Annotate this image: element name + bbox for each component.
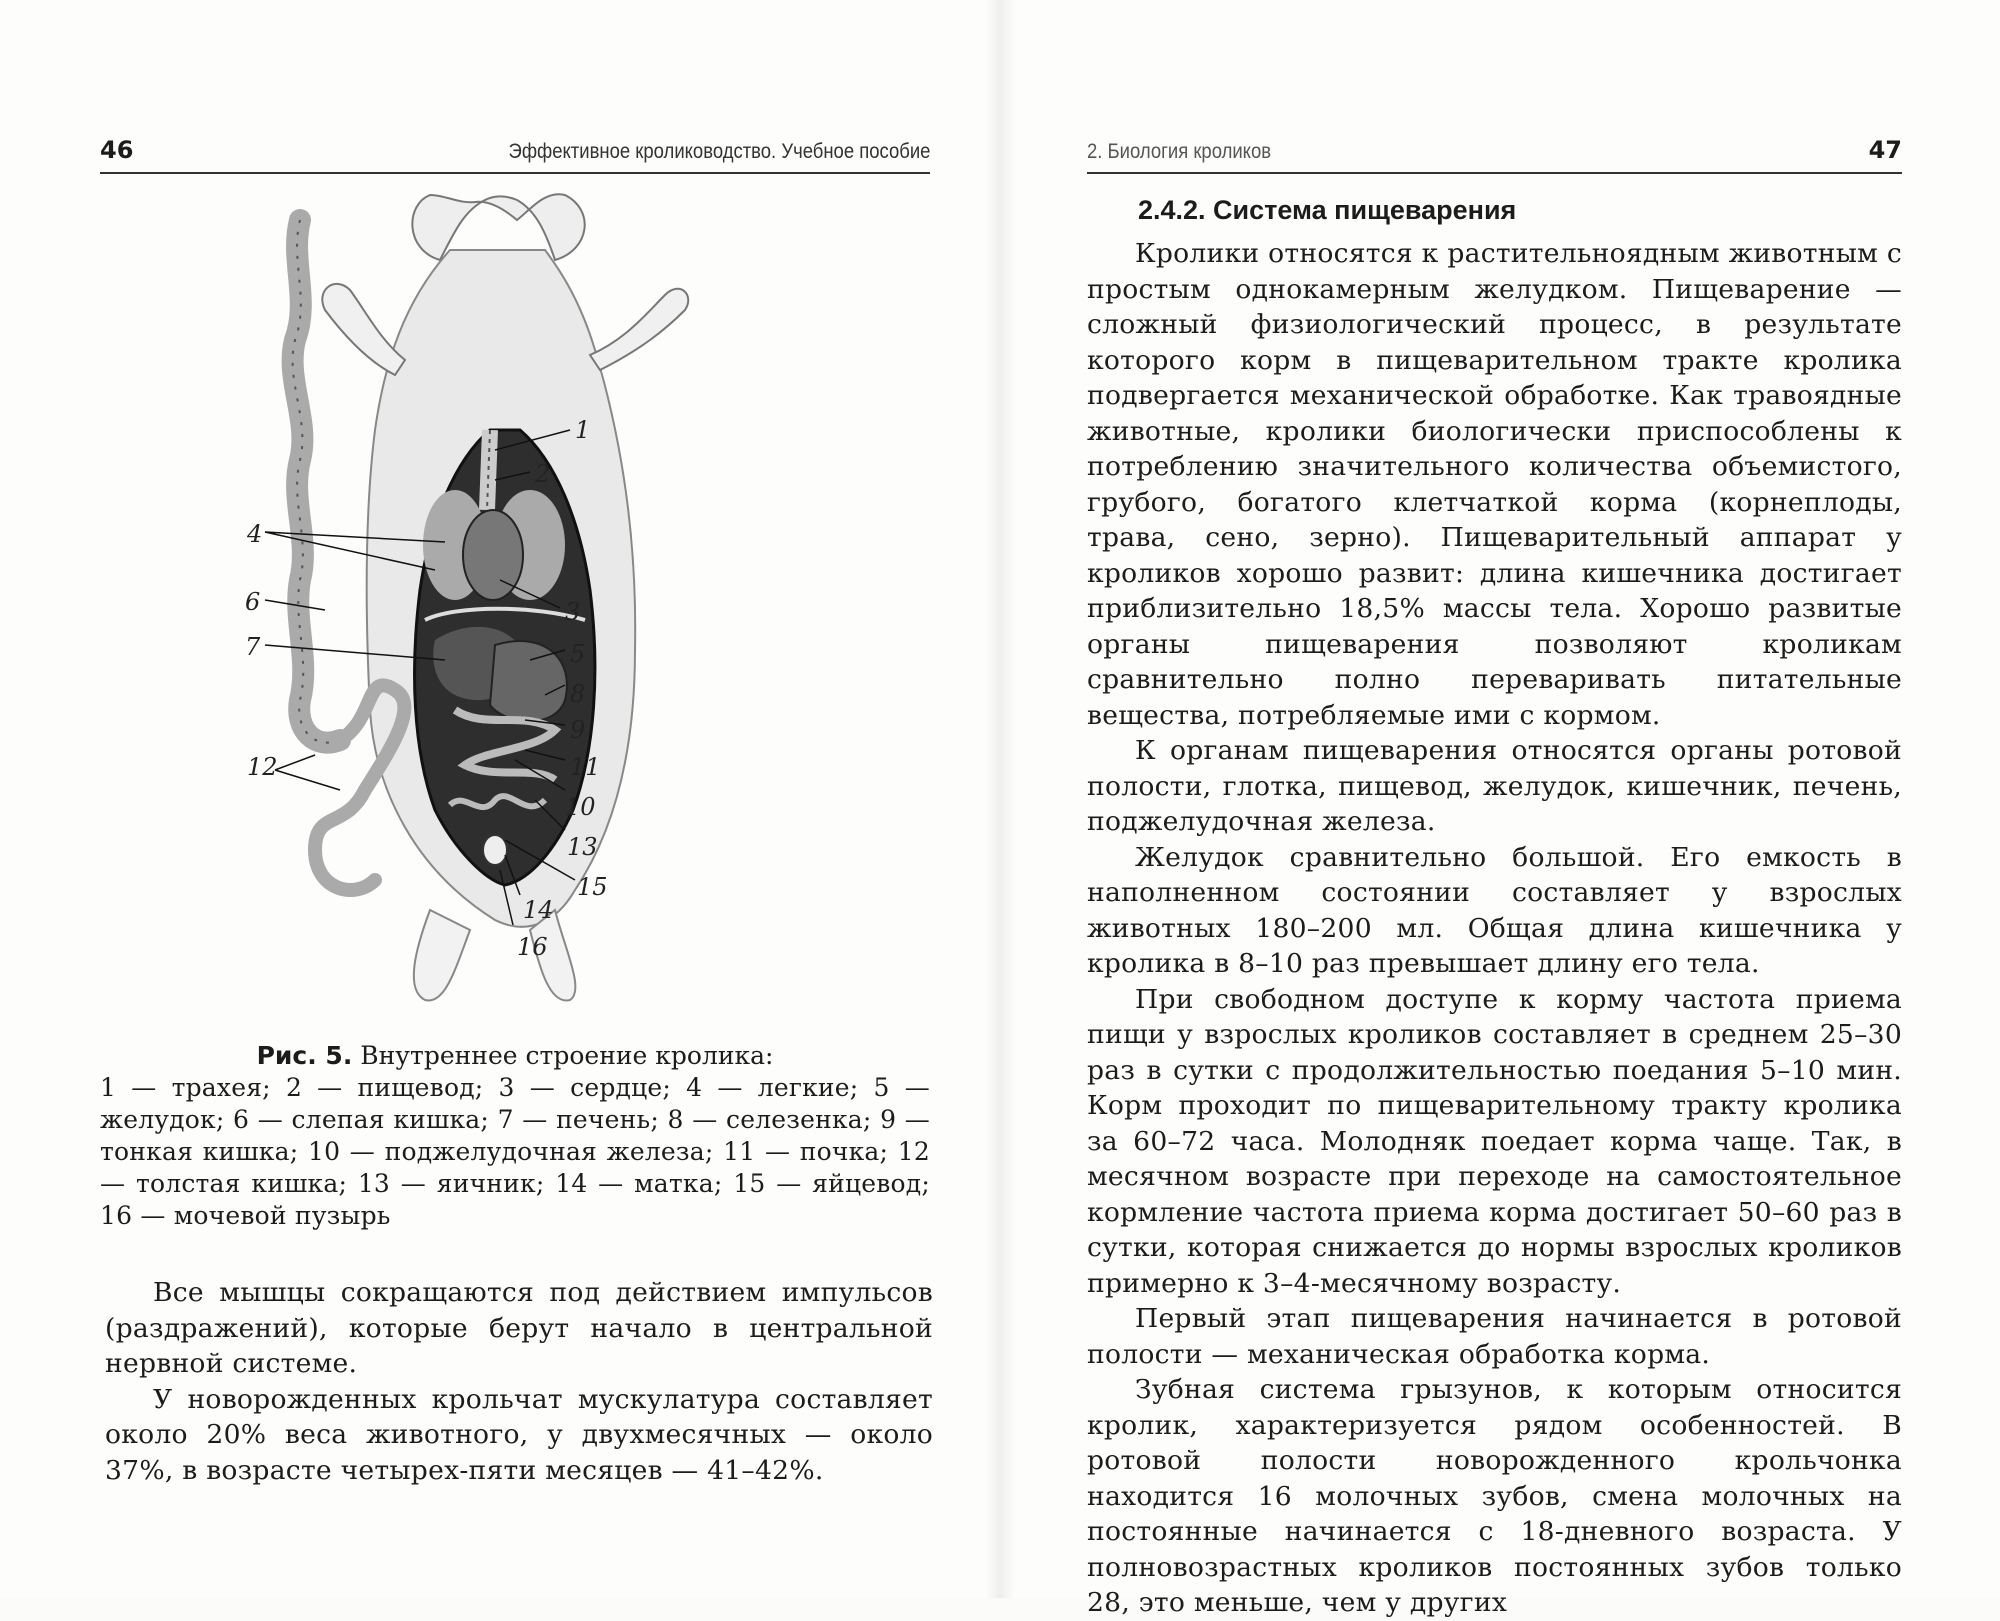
figure-label-6: 6 bbox=[245, 588, 261, 616]
caption-prefix: Рис. 5. bbox=[256, 1041, 353, 1070]
book-gutter bbox=[985, 0, 1015, 1598]
left-running-title: Эффективное кролиководство. Учебное пособие bbox=[508, 140, 930, 163]
figure-caption bbox=[100, 1040, 930, 1232]
caption-title-text: Внутреннее строение кролика: bbox=[352, 1041, 774, 1070]
figure-label-13: 13 bbox=[567, 833, 598, 861]
figure-label-9: 9 bbox=[570, 716, 586, 744]
paragraph: При свободном доступе к корму частота приема пищи у взрослых кроликов составляет в среднем 25–30 раз в сутки с продолжительностью поедания 5–10 мин. Корм проходит по пищеварительному тракту кролика за 60–72 часа. Молодняк поедает корма чаще. Так, в месячном возрасте при переходе на самостоятельное кормление частота приема корма достигает 50–60 раз в сутки, которая снижается до нормы взрослых кроликов примерно к 3–4-месячному возрасту. bbox=[1087, 983, 1902, 1299]
figure-label-3: 3 bbox=[565, 598, 581, 626]
right-page-number: 47 bbox=[1868, 136, 1902, 164]
paragraph: Первый этап пищеварения начинается в ротовой полости — механическая обработка корма. bbox=[1087, 1303, 1902, 1370]
figure-label-11: 11 bbox=[570, 753, 601, 781]
caption-title bbox=[100, 1040, 930, 1072]
paragraph: Зубная система грызунов, к которым относится кролик, характеризуется рядом особенностей. В ротовой полости новорожденного крольчонка находится 16 молочных зубов, смена молочных на постоянные начинается с 18-дневного возраста. У полновозрастных кроликов постоянных зубов только 28, это меньше, чем у других bbox=[1087, 1374, 1902, 1618]
left-page-number: 46 bbox=[100, 136, 134, 164]
figure-label-16: 16 bbox=[517, 933, 548, 961]
section-title: 2.4.2. Система пищеварения bbox=[1138, 195, 1517, 225]
caption-legend: 1 — трахея; 2 — пищевод; 3 — сердце; 4 — легкие; 5 — желудок; 6 — слепая кишка; 7 — печень; 8 — селезенка; 9 — тонкая кишка; 10 — поджелудочная железа; 11 — почка; 12 — толстая кишка; 13 — яичник; 14 — матка; 15 — яйцевод; 16 — мочевой пузырь bbox=[100, 1073, 930, 1230]
figure-label-4: 4 bbox=[247, 520, 263, 548]
paragraph: У новорожденных крольчат мускулатура составляет около 20% веса животного, у двухмесячных — около 37%, в возрасте четырех-пяти месяцев — 41–42%. bbox=[105, 1383, 933, 1486]
left-running-header bbox=[100, 132, 930, 174]
paragraph: Кролики относятся к растительноядным животным с простым однокамерным желудком. Пищеварение — сложный физиологический процесс, в результате которого корм в пищеварительном тракте кролика подвергается механической обработке. Как травоядные животные, кролики биологически приспособлены к потреблению значительного количества объемистого, грубого, богатого клетчаткой корма (корнеплоды, трава, сено, зерно). Пищеварительный аппарат у кроликов хорошо развит: длина кишечника достигает приблизительно 18,5% массы тела. Хорошо развитые органы пищеварения позволяют кроликам сравнительно полно переваривать питательные вещества, потребляемые ими с кормом. bbox=[1087, 238, 1902, 731]
paragraph: Желудок сравнительно большой. Его емкость в наполненном состоянии составляет у взрослых животных 180–200 мл. Общая длина кишечника у кролика в 8–10 раз превышает длину его тела. bbox=[1087, 841, 1902, 979]
figure-label-7: 7 bbox=[245, 633, 261, 661]
right-page-body bbox=[1087, 192, 1902, 1621]
figure-label-15: 15 bbox=[577, 873, 608, 901]
figure-label-5: 5 bbox=[570, 640, 586, 668]
figure-label-2: 2 bbox=[535, 460, 551, 488]
figure-label-14: 14 bbox=[523, 896, 554, 924]
figure-label-8: 8 bbox=[570, 680, 586, 708]
paragraph: Все мышцы сокращаются под действием импульсов (раздражений), которые берут начало в центральной нервной системе. bbox=[105, 1277, 933, 1379]
left-page-body bbox=[105, 1275, 933, 1488]
right-running-header bbox=[1087, 132, 1902, 174]
paragraph: К органам пищеварения относятся органы ротовой полости, глотка, пищевод, желудок, кишечник, печень, поджелудочная железа. bbox=[1087, 735, 1902, 837]
rabbit-anatomy-figure bbox=[245, 190, 775, 1020]
rabbit-anatomy-illustration bbox=[245, 190, 775, 1020]
right-running-title: 2. Биология кроликов bbox=[1087, 140, 1272, 163]
figure-label-12: 12 bbox=[247, 753, 278, 781]
figure-label-10: 10 bbox=[565, 793, 596, 821]
figure-label-1: 1 bbox=[575, 416, 591, 444]
